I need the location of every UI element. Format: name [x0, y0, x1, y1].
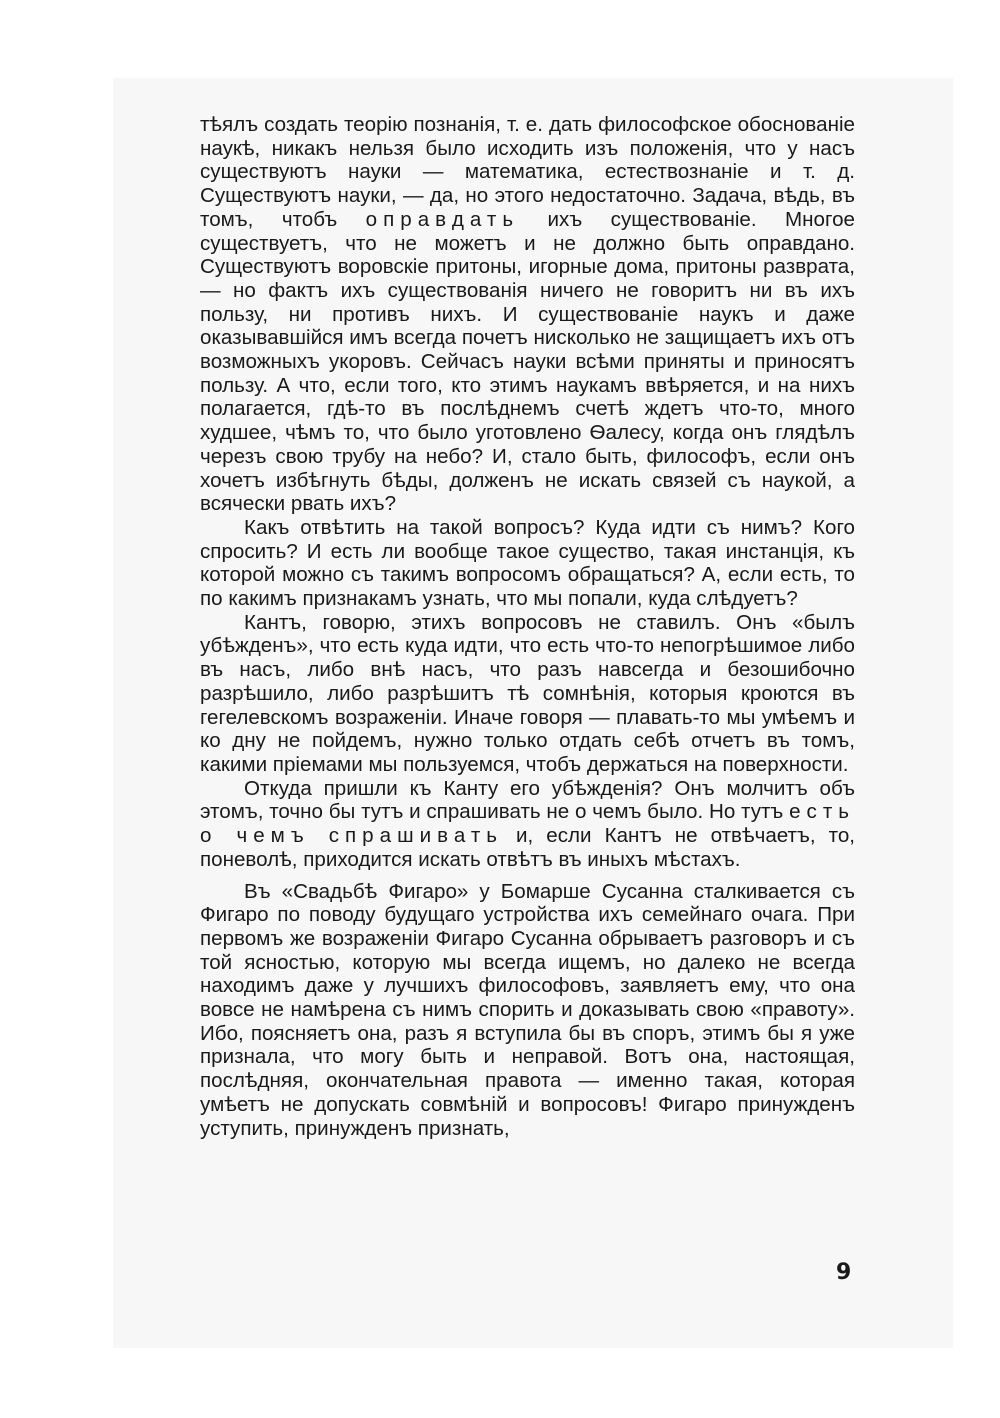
- paragraph: Кантъ, говорю, этихъ вопросовъ не ставилъ. Онъ «былъ убѣжденъ», что есть куда идти, что есть что-то непогрѣшимое либо въ насъ, либо внѣ насъ, что разъ навсегда и безошибочно разрѣшило, либо разрѣшитъ тѣ сомнѣнія, которыя кроются въ гегелевскомъ возраженіи. Иначе говоря — плавать-то мы умѣемъ и ко дну не пойдемъ, нужно только отдать себѣ отчетъ въ томъ, какими пріемами мы пользуемся, чтобъ держаться на поверхности.: [200, 610, 855, 776]
- text-run: и, если Кантъ не отвѣчаетъ, то, поневолѣ, приходится искать отвѣтъ въ иныхъ мѣстахъ.: [200, 824, 855, 871]
- spaced-emphasis: есть о чемъ спрашивать: [200, 800, 855, 848]
- page-number: 9: [836, 1260, 852, 1285]
- text-run: Откуда пришли къ Канту его убѣжденія? Онъ молчитъ объ этомъ, точно бы тутъ и спрашивать не о чемъ было. Но тутъ: [200, 776, 855, 824]
- paragraph: Въ «Свадьбѣ Фигаро» у Бомарше Сусанна сталкивается съ Фигаро по поводу будущаго устройства ихъ семейнаго очага. При первомъ же возраженіи Фигаро Сусанна обрываетъ разговоръ и съ той ясностью, которую мы всегда ищемъ, но далеко не всегда находимъ даже у лучшихъ философовъ, заявляетъ ему, что она вовсе не намѣрена съ нимъ спорить и доказывать свою «правоту». Ибо, поясняетъ она, разъ я вступила бы въ споръ, этимъ бы я уже признала, что могу быть и неправой. Вотъ она, настоящая, послѣдняя, окончательная правота — именно такая, которая умѣетъ не допускать совмѣній и вопросовъ! Фигаро принужденъ уступить, принужденъ признать,: [200, 879, 855, 1140]
- text-run: ихъ существованіе. Многое существуетъ, что не можетъ и не должно быть оправдано. Существуютъ воровскіе притоны, игорные дома, притоны разврата, — но фактъ ихъ существованія ничего не говоритъ ни въ ихъ пользу, ни противъ нихъ. И существованіе наукъ и даже оказывавшійся имъ всегда почетъ нисколько не защищаетъ ихъ отъ возможныхъ укоровъ. Сейчасъ науки всѣми приняты и приносятъ пользу. А что, если того, кто этимъ наукамъ ввѣряется, и на нихъ полагается, гдѣ-то въ послѣднемъ счетѣ ждетъ что-то, много худшее, чѣмъ то, что было уготовлено Ѳалесу, когда онъ глядѣлъ черезъ свою трубу на небо? И, стало быть, философъ, если онъ хочетъ избѣгнуть бѣды, долженъ не искать связей съ наукой, а всячески рвать ихъ?: [200, 207, 855, 516]
- spaced-emphasis: оправдать: [365, 207, 520, 231]
- paragraph: Какъ отвѣтить на такой вопросъ? Куда идти съ нимъ? Кого спросить? И есть ли вообще такое существо, такая инстанція, къ которой можно съ такимъ вопросомъ обращаться? А, если есть, то по какимъ признакамъ узнать, что мы попали, куда слѣдуетъ?: [200, 515, 855, 611]
- paragraph: [200, 777, 855, 872]
- text-run: тѣялъ создать теорію познанія, т. е. дать философское обоснованіе наукѣ, никакъ нельзя было исходить изъ положенія, что у насъ существуютъ науки — математика, естествознаніе и т. д. Существуютъ науки, — да, но этого недостаточно. Задача, вѣдь, въ томъ, чтобъ: [200, 113, 855, 231]
- paragraph: [200, 113, 855, 516]
- body-text: [200, 113, 855, 1140]
